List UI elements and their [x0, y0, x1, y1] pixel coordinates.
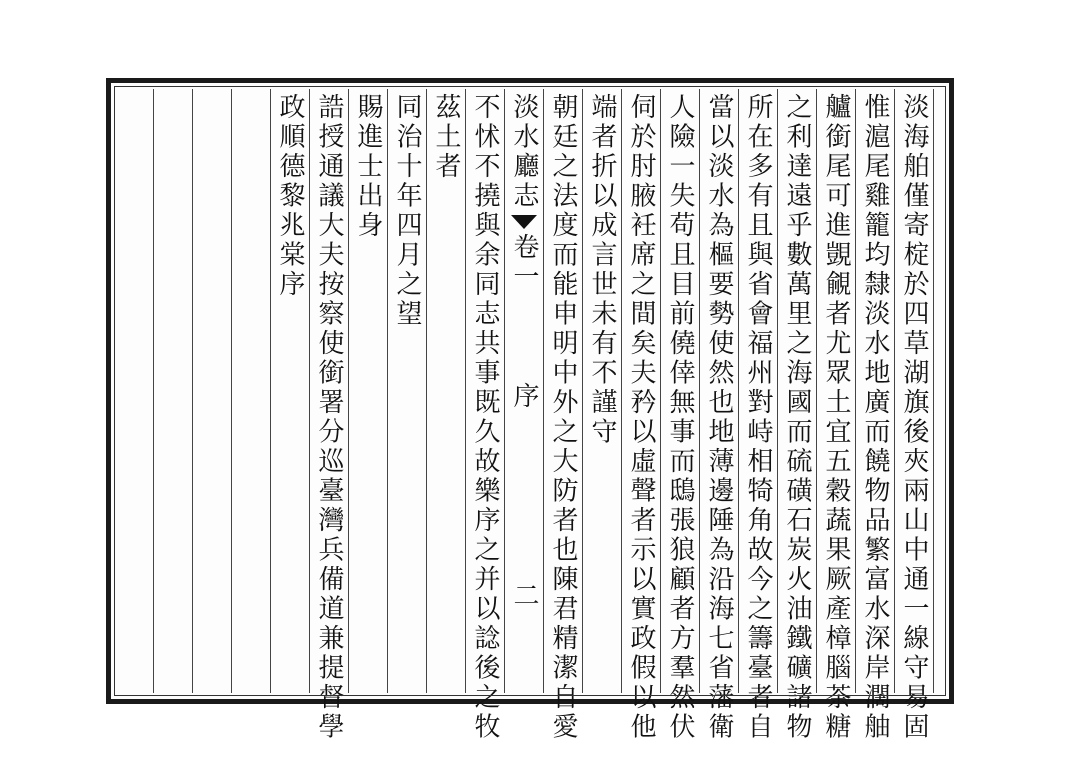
- text-column-11: 不怵不撓與余同志共事既久故樂序之并以諗後之牧: [470, 93, 500, 742]
- page-number: 二: [509, 581, 539, 611]
- column-rule: [699, 89, 700, 693]
- text-column-8: 伺於肘腋衽席之間矣夫矜以虛聲者示以實政假以他: [626, 93, 656, 742]
- book-title: 淡水廳志: [509, 93, 539, 211]
- date-line: 同治十年四月之望: [392, 93, 422, 329]
- column-rule: [153, 89, 154, 693]
- page-header-column: [507, 93, 541, 611]
- official-title-line: 誥授通議大夫按察使銜署分巡臺灣兵備道兼提督學: [314, 93, 344, 742]
- fish-tail-mark: [511, 215, 537, 229]
- section-label: 序: [509, 382, 539, 412]
- column-rule: [855, 89, 856, 693]
- column-rule: [465, 89, 466, 693]
- column-rule: [738, 89, 739, 693]
- column-rule: [777, 89, 778, 693]
- text-column-4: 之利達遠乎數萬里之海國而硫磺石炭火油鐵礦諸物: [782, 93, 812, 742]
- column-rule: [933, 89, 934, 693]
- column-rule: [582, 89, 583, 693]
- column-rule: [426, 89, 427, 693]
- text-column-6: 當以淡水為樞要勢使然也地薄邊陲為沿海七省藩衛: [704, 93, 734, 742]
- text-column-3: 艫銜尾可進覬覦者尤眾土宜五穀蔬果厥產樟腦茶糖: [821, 93, 851, 742]
- column-rule: [816, 89, 817, 693]
- text-column-2: 惟滬尾雞籠均隸淡水地廣而饒物品繁富水深岸濶舳: [860, 93, 890, 742]
- text-column-10: 朝廷之法度而能申明中外之大防者也陳君精潔自愛: [548, 93, 578, 742]
- column-rule: [270, 89, 271, 693]
- column-rule: [231, 89, 232, 693]
- column-rule: [660, 89, 661, 693]
- title-line: 賜進士出身: [353, 93, 383, 241]
- volume-label: 卷一: [509, 233, 539, 292]
- text-column-5: 所在多有且與省會福州對峙相犄角故今之籌臺者自: [743, 93, 773, 742]
- text-columns: [111, 83, 949, 742]
- column-rule: [192, 89, 193, 693]
- column-rule: [309, 89, 310, 693]
- column-rule: [543, 89, 544, 693]
- text-column-1: 淡海舶僅寄椗於四草湖旗後夾兩山中通一線守易固: [899, 93, 929, 742]
- book-page-frame: [106, 78, 954, 742]
- column-rule: [504, 89, 505, 693]
- text-column-12: 茲土者: [431, 93, 461, 182]
- column-rule: [348, 89, 349, 693]
- text-column-9: 端者折以成言世未有不謹守: [587, 93, 617, 447]
- column-rule: [387, 89, 388, 693]
- column-rule: [621, 89, 622, 693]
- column-rule: [894, 89, 895, 693]
- signature-line: 政順德黎兆棠序: [275, 93, 305, 300]
- text-column-7: 人險一失苟且目前僥倖無事而鴟張狼顧者方羣然伏: [665, 93, 695, 742]
